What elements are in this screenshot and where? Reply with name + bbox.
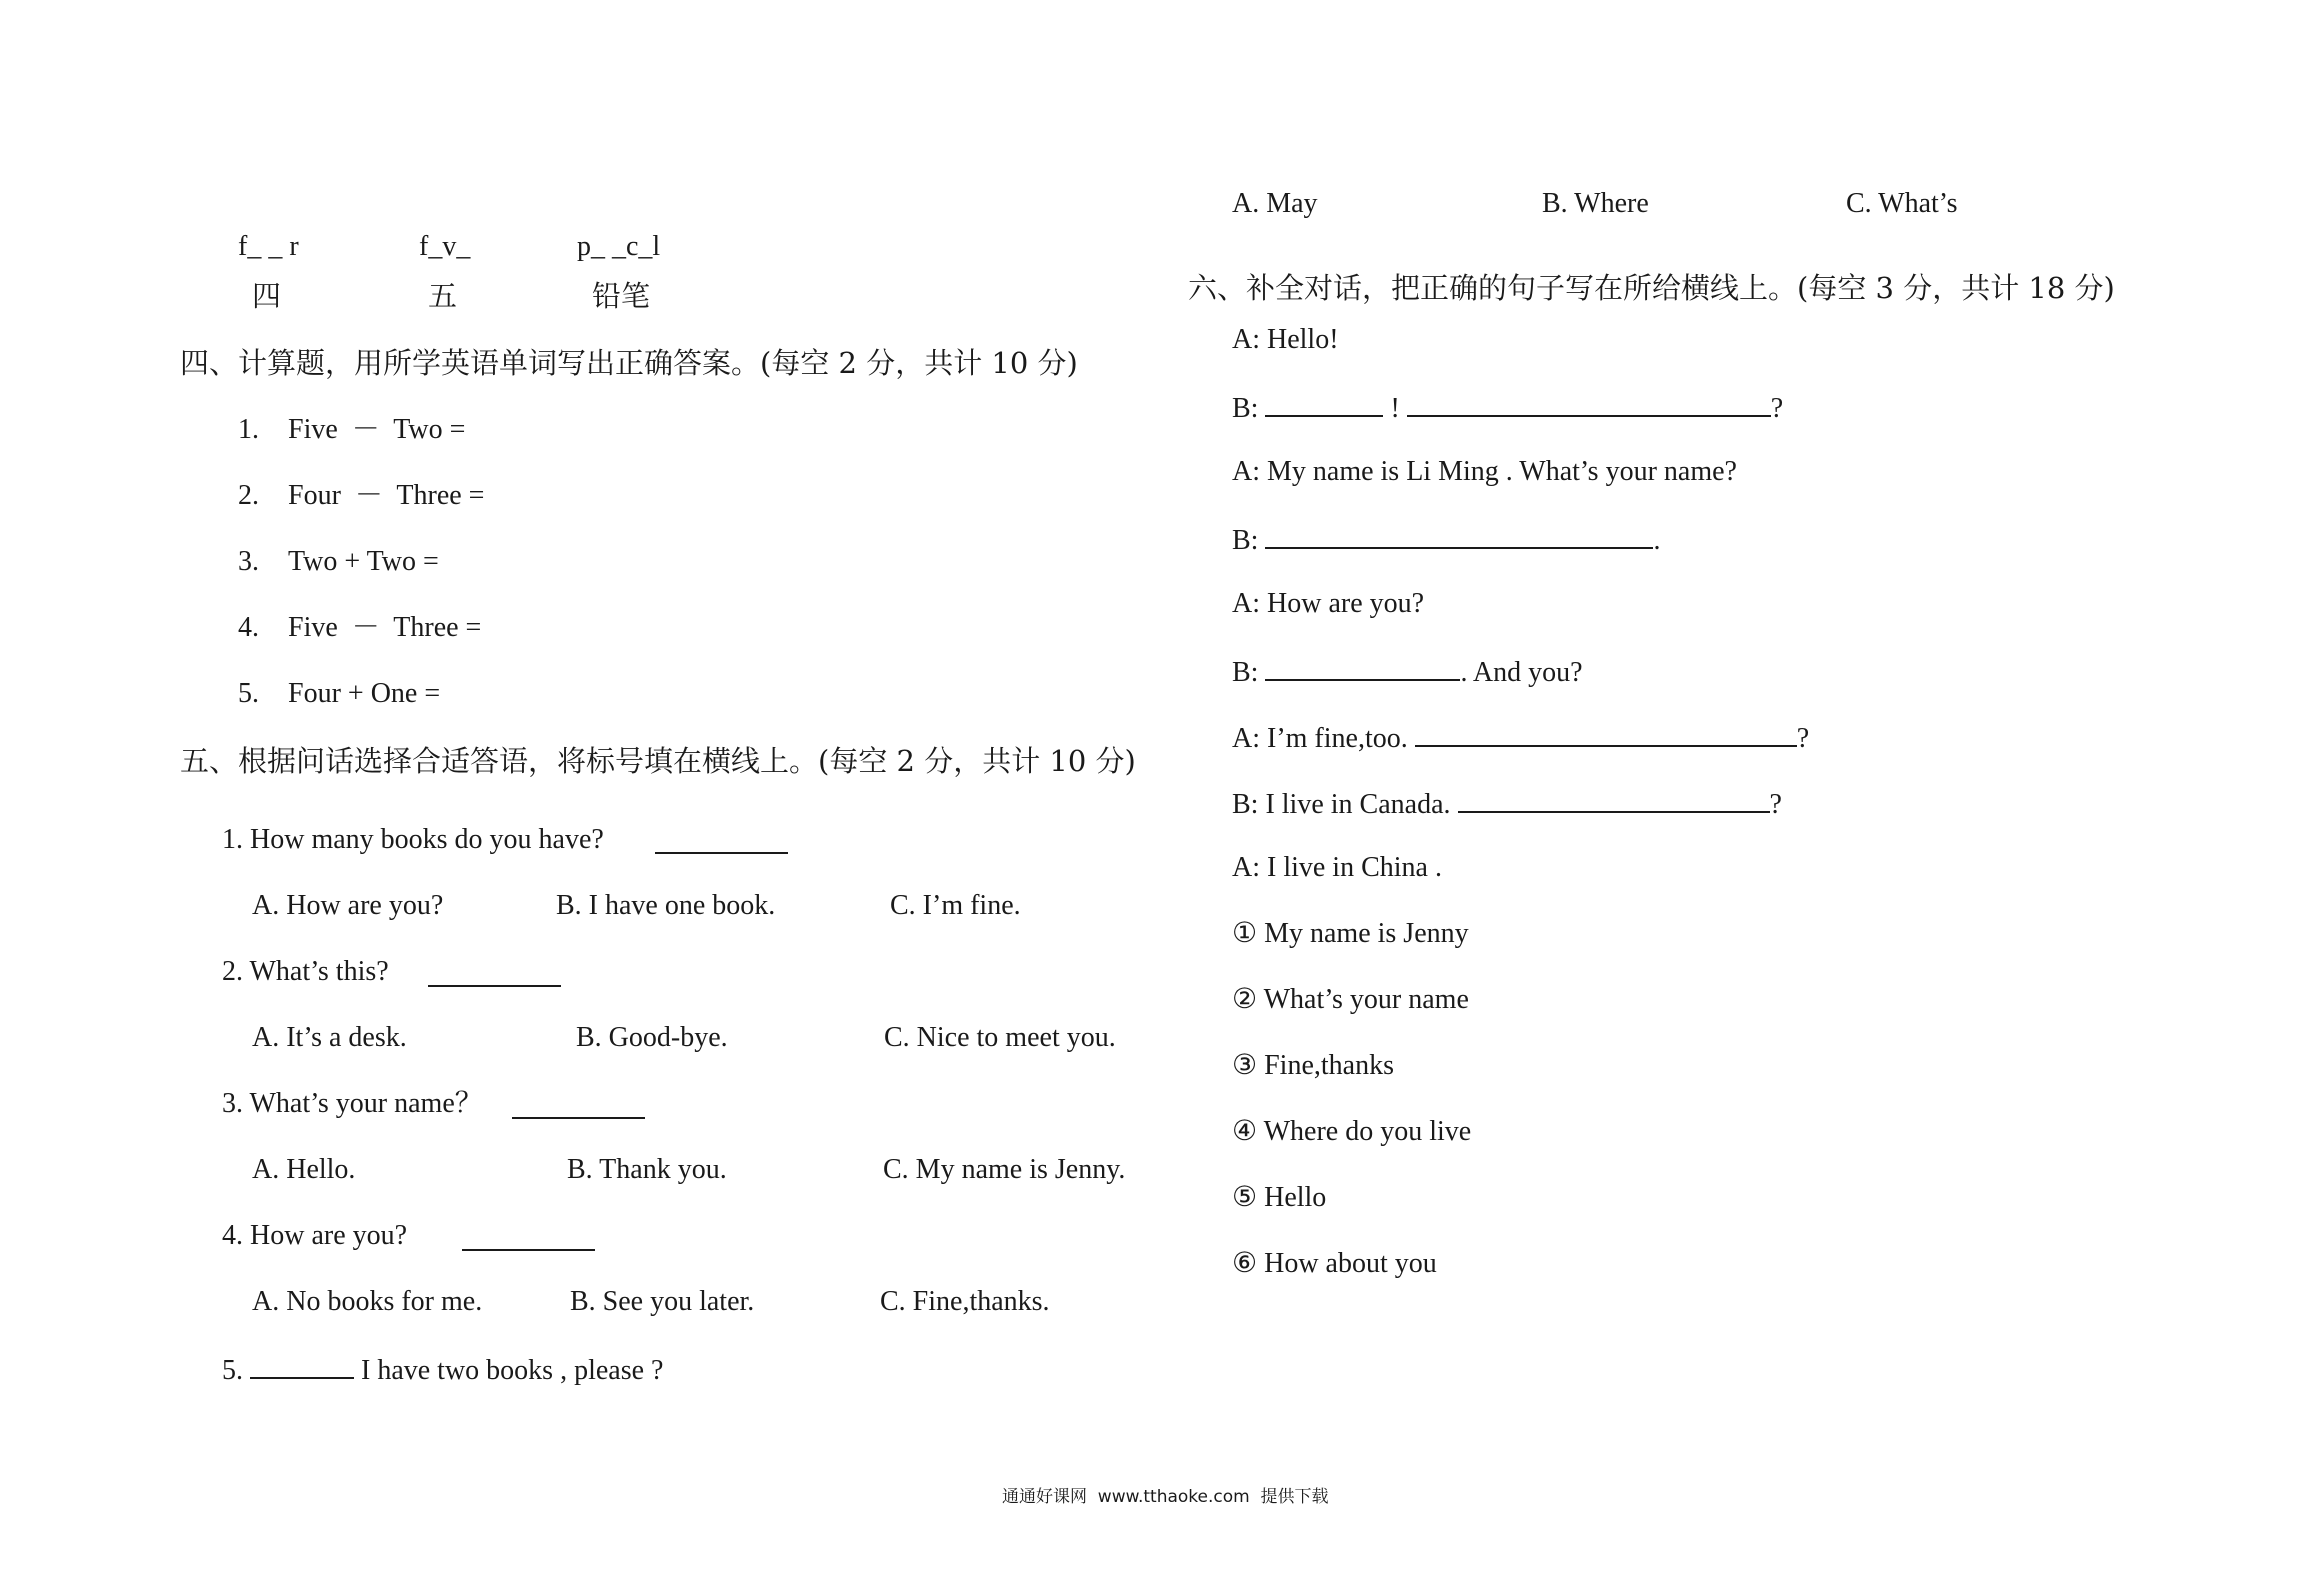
q5-option-c: C. What’s <box>1846 188 1958 219</box>
dialogue-line-1: A: Hello! <box>1232 324 1339 355</box>
option-1a: A. How are you? <box>252 890 444 921</box>
speaker-label: B: <box>1232 525 1266 556</box>
q5-option-a: A. May <box>1232 188 1318 219</box>
section-6-title: 六、补全对话，把正确的句子写在所给横线上。(每空 3 分，共计 18 分) <box>1188 271 2115 305</box>
dialogue-line-2 <box>1232 389 1783 426</box>
choice-1: ① My name is Jenny <box>1232 918 1469 949</box>
answer-blank-2[interactable] <box>428 959 561 987</box>
spelling-word-1: f_ _ r <box>238 231 299 262</box>
spelling-meaning-1: 四 <box>252 279 282 313</box>
option-2a: A. It’s a desk. <box>252 1022 407 1053</box>
dialogue-line-5: A: How are you? <box>1232 588 1425 619</box>
spelling-meaning-2: 五 <box>428 279 458 313</box>
question-1: 1. How many books do you have? <box>222 824 604 855</box>
section-5-title: 五、根据问话选择合适答语，将标号填在横线上。(每空 2 分，共计 10 分) <box>180 744 1136 778</box>
option-1b: B. I have one book. <box>556 890 776 921</box>
choice-4: ④ Where do you live <box>1232 1116 1472 1147</box>
question-5 <box>222 1351 663 1388</box>
calc-item-text: Four － Three = <box>288 480 485 511</box>
dialogue-blank-1[interactable] <box>1265 389 1383 417</box>
spelling-meaning-3: 铅笔 <box>592 279 651 313</box>
dialogue-text: A: I’m fine,too. <box>1232 723 1415 754</box>
dialogue-blank-4[interactable] <box>1265 653 1460 681</box>
dialogue-text: . And you? <box>1460 657 1583 688</box>
option-4a: A. No books for me. <box>252 1286 483 1317</box>
option-2c: C. Nice to meet you. <box>884 1022 1116 1053</box>
calc-item-text: Five － Two = <box>288 414 466 445</box>
choice-5: ⑤ Hello <box>1232 1182 1327 1213</box>
question-5-prefix: 5. <box>222 1355 250 1386</box>
question-4: 4. How are you? <box>222 1220 408 1251</box>
dialogue-punct: ? <box>1769 789 1782 820</box>
option-4c: C. Fine,thanks. <box>880 1286 1050 1317</box>
speaker-label: B: <box>1232 657 1266 688</box>
dialogue-blank-3[interactable] <box>1265 521 1653 549</box>
question-3: 3. What’s your name？ <box>222 1088 483 1119</box>
question-2: 2. What’s this? <box>222 956 389 987</box>
dialogue-blank-2[interactable] <box>1407 389 1771 417</box>
page-footer: 通通好课网 www.tthaoke.com 提供下载 <box>1002 1487 1329 1507</box>
calc-item-num: 3. <box>238 546 259 577</box>
choice-2: ② What’s your name <box>1232 984 1469 1015</box>
calc-item-text: Four + One = <box>288 678 441 709</box>
question-5-text: I have two books , please ? <box>354 1355 664 1386</box>
option-3c: C. My name is Jenny. <box>883 1154 1126 1185</box>
dialogue-line-9: A: I live in China . <box>1232 852 1442 883</box>
dialogue-punct: . <box>1653 525 1661 556</box>
dialogue-line-6 <box>1232 653 1583 690</box>
q5-option-b: B. Where <box>1542 188 1649 219</box>
dialogue-line-8 <box>1232 785 1782 822</box>
calc-item-num: 2. <box>238 480 259 511</box>
section-4-title: 四、计算题，用所学英语单词写出正确答案。(每空 2 分，共计 10 分) <box>180 346 1078 380</box>
answer-blank-5[interactable] <box>250 1351 354 1379</box>
choice-3: ③ Fine,thanks <box>1232 1050 1394 1081</box>
dialogue-blank-6[interactable] <box>1458 785 1770 813</box>
option-4b: B. See you later. <box>570 1286 755 1317</box>
spelling-word-2: f_v_ <box>419 231 471 262</box>
dialogue-punct: ? <box>1770 393 1784 424</box>
speaker-label: B: <box>1232 393 1266 424</box>
calc-item-text: Five － Three = <box>288 612 482 643</box>
answer-blank-3[interactable] <box>512 1091 645 1119</box>
dialogue-blank-5[interactable] <box>1415 719 1797 747</box>
answer-blank-1[interactable] <box>655 826 788 854</box>
spelling-word-3: p_ _c_l <box>577 231 661 262</box>
option-3b: B. Thank you. <box>567 1154 727 1185</box>
calc-item-num: 4. <box>238 612 259 643</box>
dialogue-line-3: A: My name is Li Ming . What’s your name? <box>1232 456 1737 487</box>
dialogue-line-7 <box>1232 719 1809 756</box>
calc-item-text: Two + Two = <box>288 546 439 577</box>
calc-item-num: 1. <box>238 414 259 445</box>
answer-blank-4[interactable] <box>462 1223 595 1251</box>
dialogue-punct: ! <box>1383 393 1407 424</box>
dialogue-line-4 <box>1232 521 1660 558</box>
dialogue-punct: ? <box>1796 723 1810 754</box>
choice-6: ⑥ How about you <box>1232 1248 1437 1279</box>
option-3a: A. Hello. <box>252 1154 356 1185</box>
option-2b: B. Good-bye. <box>576 1022 728 1053</box>
calc-item-num: 5. <box>238 678 259 709</box>
option-1c: C. I’m fine. <box>890 890 1021 921</box>
dialogue-text: B: I live in Canada. <box>1232 789 1458 820</box>
